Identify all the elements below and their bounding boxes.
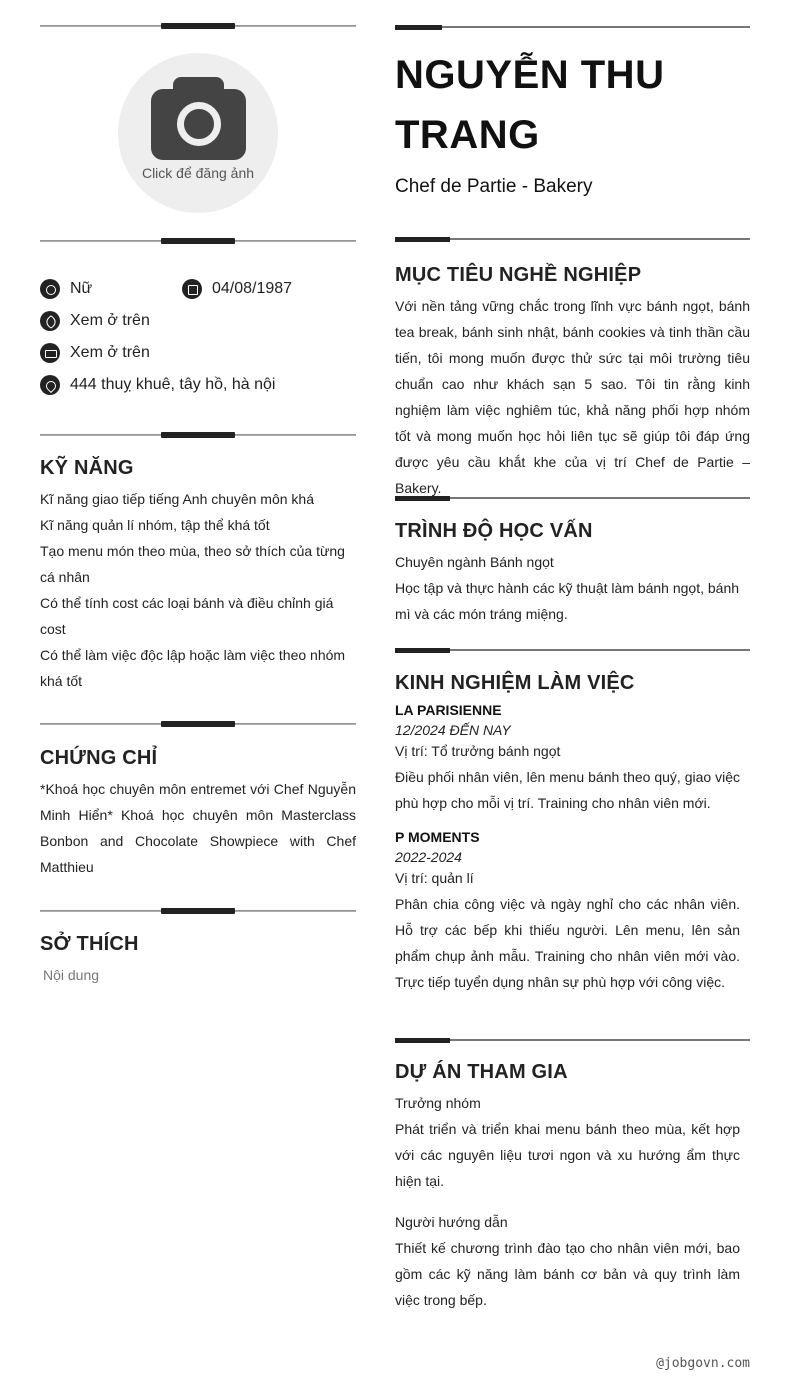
objective-title: MỤC TIÊU NGHỀ NGHIỆP (395, 264, 642, 286)
divider (40, 908, 356, 914)
birthday-row (182, 279, 292, 299)
avatar-label: Click để đăng ảnh (141, 165, 255, 181)
projects-title: DỰ ÁN THAM GIA (395, 1061, 568, 1083)
skills-list (40, 486, 356, 694)
experience-period: 12/2024 ĐẾN NAY (395, 722, 511, 738)
gender-value: Nữ (70, 280, 93, 297)
project-item (395, 1209, 740, 1313)
education-description: Học tập và thực hành các kỹ thuật làm bánh ngọt, bánh mì và các món tráng miệng. (395, 580, 740, 622)
experience-description: Điều phối nhân viên, lên menu bánh theo quý, giao việc phù hợp cho mỗi vị trí. Training cho nhân viên mới. (395, 769, 740, 811)
certificates-section (40, 747, 356, 880)
camera-icon (151, 77, 246, 160)
phone-value: Xem ở trên (70, 312, 150, 329)
education-section (395, 520, 750, 627)
hobbies-title: SỞ THÍCH (40, 933, 139, 955)
gender-icon (40, 279, 60, 299)
phone-row (40, 311, 150, 331)
skill-item: Kĩ năng giao tiếp tiếng Anh chuyên môn khá (40, 491, 314, 507)
divider (395, 1038, 750, 1043)
divider (395, 237, 750, 242)
birthday-value: 04/08/1987 (212, 280, 293, 297)
certificates-text: *Khoá học chuyên môn entremet với Chef Nguyễn Minh Hiển* Khoá học chuyên môn Masterclass Bonbon and Chocolate Showpiece with Chef Matthieu (40, 781, 356, 875)
gender-row (40, 279, 92, 299)
experience-position: Vị trí: Tổ trưởng bánh ngọt (395, 743, 561, 759)
skill-item: Tạo menu món theo mùa, theo sở thích của từng cá nhân (40, 543, 345, 585)
skills-title: KỸ NĂNG (40, 457, 134, 479)
avatar-upload[interactable] (118, 53, 278, 213)
experience-section (395, 672, 750, 995)
address-row (40, 375, 275, 395)
experience-item (395, 702, 740, 816)
experience-company: P MOMENTS (395, 829, 480, 845)
divider (40, 432, 356, 438)
divider (395, 496, 750, 501)
hobbies-placeholder[interactable]: Nội dung (43, 967, 100, 983)
experience-description: Phân chia công việc và ngày nghỉ cho các nhân viên. Hỗ trợ các bếp khi thiếu người. Lên menu, lên sản phẩm chụp ảnh mẫu. Training cho nhân viên mới vào. Trực tiếp tuyển dụng nhân sự phù hợp với công việc. (395, 896, 740, 990)
experience-company: LA PARISIENNE (395, 702, 502, 718)
email-value: Xem ở trên (70, 344, 150, 361)
project-description: Thiết kế chương trình đào tạo cho nhân viên mới, bao gồm các kỹ năng làm bánh cơ bản và quy trình làm việc trong bếp. (395, 1240, 740, 1308)
experience-item (395, 829, 740, 995)
project-description: Phát triển và triển khai menu bánh theo mùa, kết hợp với các nguyên liệu tươi ngon và xu hướng ẩm thực hiện tại. (395, 1121, 740, 1189)
watermark: @jobgovn.com (656, 1356, 750, 1371)
projects-section (395, 1061, 750, 1313)
email-icon (40, 343, 60, 363)
objective-text: Với nền tảng vững chắc trong lĩnh vực bánh ngọt, bánh tea break, bánh sinh nhật, bánh cookies và tinh thần cầu tiến, tôi mong muốn được thử sức tại môi trường tiêu chuẩn cao như khách sạn 5 sao. Tôi tin rằng kinh nghiệm làm việc nghiêm túc, khả năng phối hợp nhóm tốt và mong muốn học hỏi liên tục sẽ giúp tôi đáp ứng được yêu cầu khắt khe của vị trí Chef de Partie – Bakery. (395, 298, 750, 496)
experience-title: KINH NGHIỆM LÀM VIỆC (395, 672, 635, 694)
divider (395, 648, 750, 653)
hobbies-section (40, 933, 356, 988)
divider (395, 25, 750, 30)
skill-item: Có thể tính cost các loại bánh và điều chỉnh giá cost (40, 595, 334, 637)
divider (40, 721, 356, 727)
project-item (395, 1090, 740, 1194)
divider (40, 23, 356, 29)
location-icon (40, 375, 60, 395)
experience-position: Vị trí: quản lí (395, 870, 474, 886)
address-value: 444 thuỵ khuê, tây hồ, hà nội (70, 376, 276, 393)
skill-item: Kĩ năng quản lí nhóm, tập thể khá tốt (40, 517, 270, 533)
skill-item: Có thể làm việc độc lập hoặc làm việc theo nhóm khá tốt (40, 647, 346, 689)
project-role: Trưởng nhóm (395, 1095, 481, 1111)
certificates-title: CHỨNG CHỈ (40, 747, 158, 769)
project-role: Người hướng dẫn (395, 1214, 508, 1230)
phone-icon (40, 311, 60, 331)
calendar-icon (182, 279, 202, 299)
job-title: Chef de Partie - Bakery (395, 176, 593, 197)
education-major: Chuyên ngành Bánh ngọt (395, 554, 554, 570)
divider (40, 238, 356, 244)
objective-section (395, 264, 750, 501)
education-title: TRÌNH ĐỘ HỌC VẤN (395, 520, 593, 542)
email-row (40, 343, 150, 363)
experience-period: 2022-2024 (395, 849, 462, 865)
candidate-name: NGUYỄN THU TRANG (395, 53, 665, 157)
skills-section (40, 457, 356, 694)
